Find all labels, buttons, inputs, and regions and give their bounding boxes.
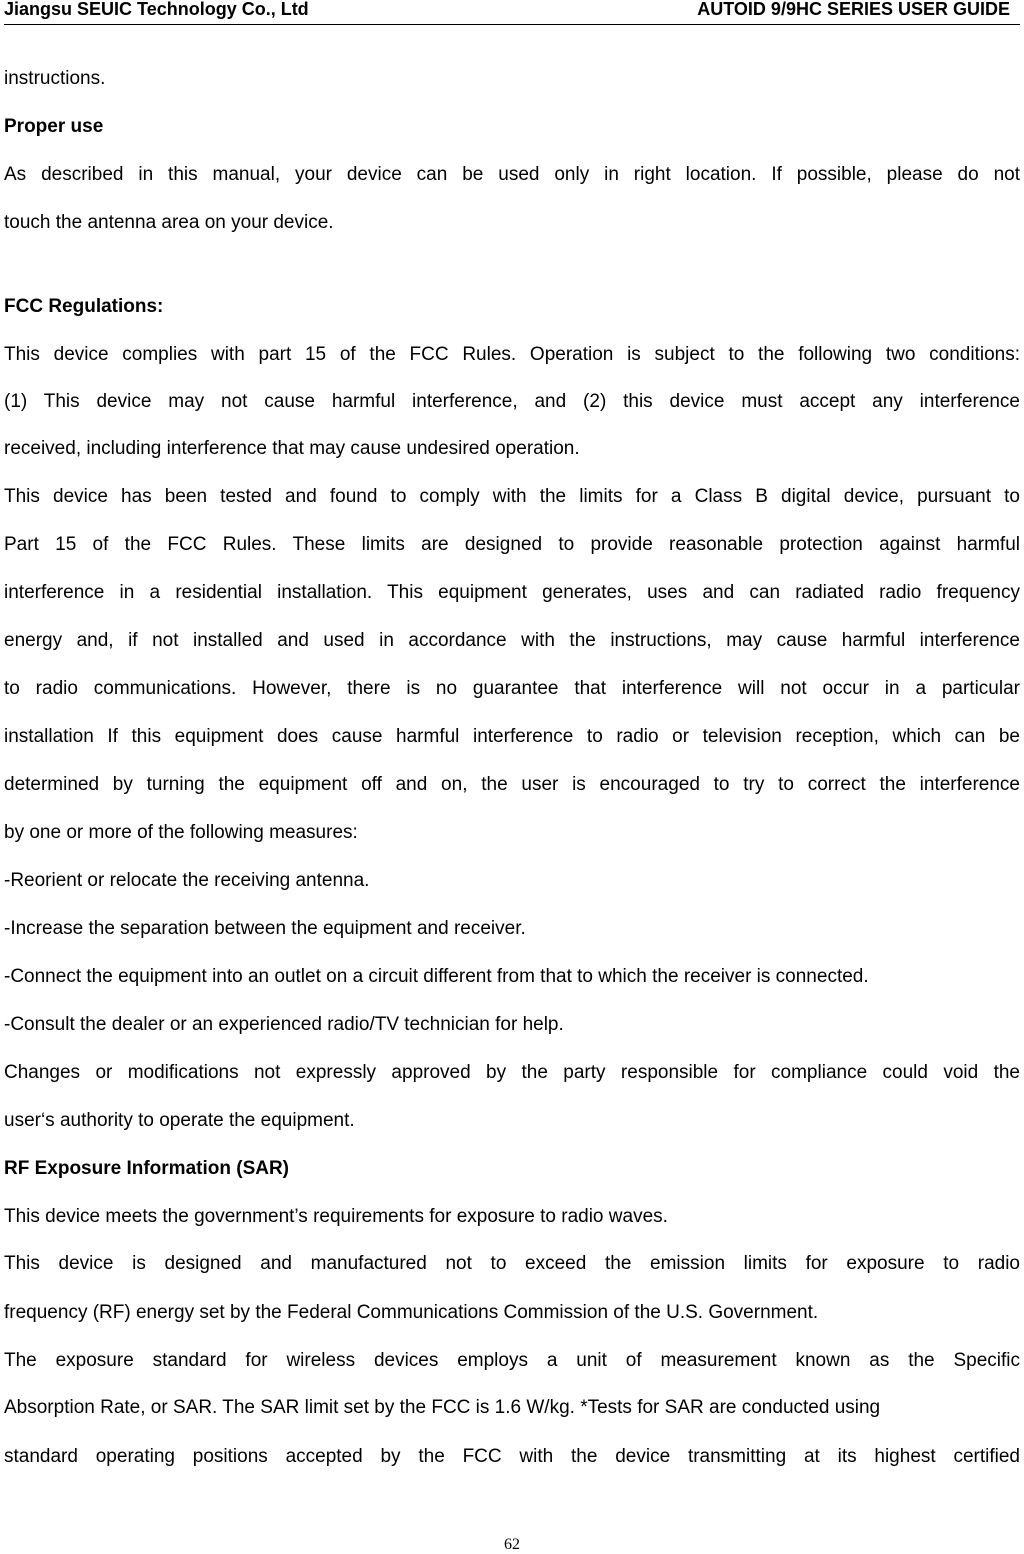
measure-list-item: -Consult the dealer or an experienced radio/TV technician for help. <box>4 1014 564 1035</box>
body-text-line: Changes or modifications not expressly approved by the party responsible for compliance could void the <box>4 1062 1020 1083</box>
page-header <box>4 0 1020 25</box>
body-text-line: standard operating positions accepted by the FCC with the device transmitting at its highest certified <box>4 1446 1020 1467</box>
body-text-line: Absorption Rate, or SAR. The SAR limit set by the FCC is 1.6 W/kg. *Tests for SAR are conducted using <box>4 1397 881 1418</box>
body-text-line: instructions. <box>4 68 106 89</box>
body-text-line: user‘s authority to operate the equipment. <box>4 1110 355 1131</box>
body-text-line: This device complies with part 15 of the FCC Rules. Operation is subject to the following two conditions: <box>4 344 1020 365</box>
body-text-line: Part 15 of the FCC Rules. These limits are designed to provide reasonable protection against harmful <box>4 534 1020 555</box>
section-heading-fcc-regulations: FCC Regulations: <box>4 296 164 317</box>
body-text-line: by one or more of the following measures: <box>4 822 358 843</box>
header-guide-title: AUTOID 9/9HC SERIES USER GUIDE <box>697 0 1010 19</box>
measure-list-item: -Increase the separation between the equipment and receiver. <box>4 918 526 939</box>
body-text-line: The exposure standard for wireless devices employs a unit of measurement known as the Specific <box>4 1350 1020 1371</box>
measure-list-item: -Connect the equipment into an outlet on a circuit different from that to which the receiver is connected. <box>4 966 869 987</box>
body-text-line: This device is designed and manufactured not to exceed the emission limits for exposure to radio <box>4 1253 1020 1274</box>
body-text-line: interference in a residential installation. This equipment generates, uses and can radiated radio frequency <box>4 582 1020 603</box>
body-text-line: touch the antenna area on your device. <box>4 212 334 233</box>
body-text-line: As described in this manual, your device can be used only in right location. If possible, please do not <box>4 164 1020 185</box>
section-heading-rf-exposure: RF Exposure Information (SAR) <box>4 1158 290 1179</box>
page-number: 62 <box>504 1536 520 1553</box>
body-text-line: received, including interference that may cause undesired operation. <box>4 438 580 459</box>
header-company-name: Jiangsu SEUIC Technology Co., Ltd <box>4 0 309 19</box>
section-heading-proper-use: Proper use <box>4 116 104 137</box>
document-body <box>4 67 1020 1469</box>
measure-list-item: -Reorient or relocate the receiving antenna. <box>4 870 370 891</box>
body-text-line: to radio communications. However, there is no guarantee that interference will not occur in a particular <box>4 678 1020 699</box>
body-text-line: This device meets the government’s requirements for exposure to radio waves. <box>4 1206 668 1227</box>
body-text-line: energy and, if not installed and used in accordance with the instructions, may cause harmful interference <box>4 630 1020 651</box>
body-text-line: installation If this equipment does cause harmful interference to radio or television reception, which can be <box>4 726 1020 747</box>
body-text-line: This device has been tested and found to comply with the limits for a Class B digital device, pursuant to <box>4 486 1020 507</box>
body-text-line: frequency (RF) energy set by the Federal Communications Commission of the U.S. Government. <box>4 1302 819 1323</box>
body-text-line: (1) This device may not cause harmful interference, and (2) this device must accept any interference <box>4 391 1020 412</box>
body-text-line: determined by turning the equipment off and on, the user is encouraged to try to correct the interference <box>4 774 1020 795</box>
